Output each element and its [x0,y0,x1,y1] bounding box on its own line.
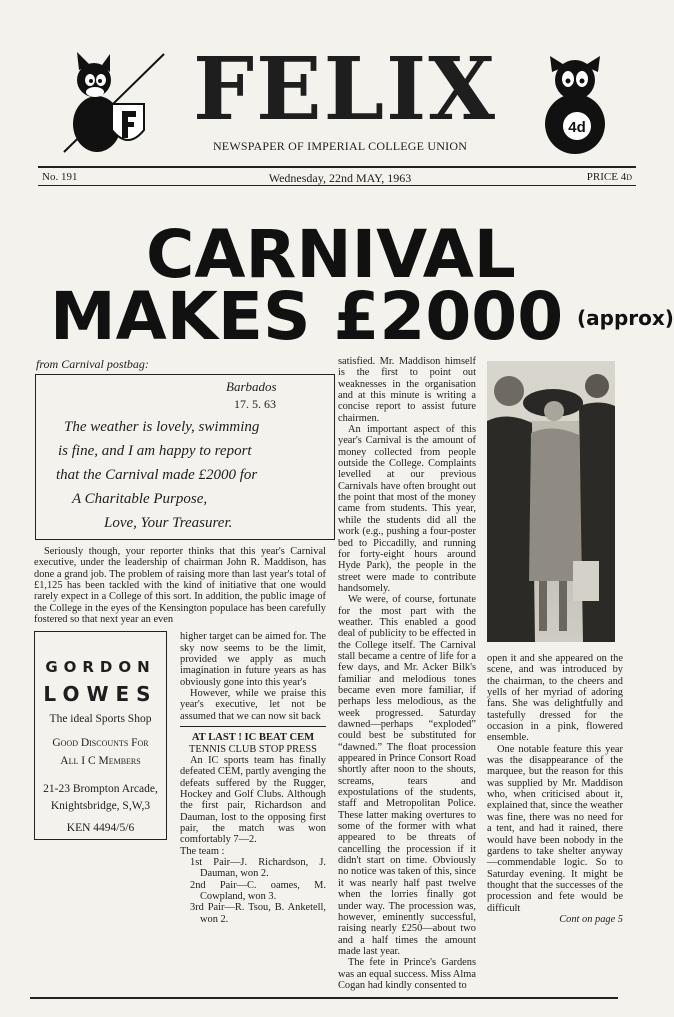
advert-name-line2: LOWES [43,682,158,707]
letter-place: Barbados [226,379,277,394]
letter-line: Love, Your Treasurer. [104,515,233,531]
left-lower-area [34,631,326,925]
issue-date: Wednesday, 22nd MAY, 1963 [268,171,412,185]
letter-line: A Charitable Purpose, [72,491,208,507]
article-paragraph: An important aspect of this year's Carnival is the amount of money collected from people outside the College. Complaints levelled at our previous Carnivals have often brought out the point that most of the money came from students. This year, while the students did all the work (e.g., pushing a four-poster bed to Piccadilly, and running for forty-eight hours around Hyde Park), the people in the street were made to contribute handsomely. [338,424,476,594]
stop-press-title: AT LAST ! IC BEAT CEM [191,732,315,744]
letter-line: that the Carnival made £2000 for [56,467,258,483]
article-column-c [338,356,476,991]
continued-link[interactable]: Cont on page 5 [559,913,623,925]
article-paragraph: satisfied. Mr. Maddison himself is the first to point out weaknesses in the organisation and at this minute is writing a concise report to assist future chairmen. [338,356,476,424]
advert-phone: KEN 4494/5/6 [66,822,135,835]
team-entry: 3rd Pair—R. Tsou, B. Anketell, won 2. [190,902,326,925]
photo-people-icon [487,361,615,642]
advert-offer: Good Discounts For [52,737,149,750]
article-column-b [180,631,326,925]
letter-date: 17. 5. 63 [234,397,276,411]
advert-offer: All I C Members [60,755,141,768]
page-bottom-rule [30,997,618,999]
stop-press-body: An IC sports team has finally defeated CEM, partly avenging the defeats suffered by the Rugger, Hockey and Golf Clubs. Although the first pair, Richardson and Dauman, lost to the opposing first pair, the match was won comfortably 7—2. [180,754,326,846]
article-column-d [487,653,623,925]
stop-press-subtitle: TENNIS CLUB STOP PRESS [189,743,317,755]
article-paragraph: Seriously though, your reporter thinks that this year's Carnival executive, under the leadership of chairman John R. Maddison, has done a grand job. The problem of raising more than last year's total of £1,125 has been tackled with the kind of initiative that one would rarely expect in a College of this sort. In addition, the public image of the College in the eyes of the Kensington populace has been carefully fostered so that next year an even [34,546,326,626]
price-badge: 4d [568,119,586,136]
masthead-title: FELIX [192,39,498,140]
advert-address: Knightsbridge, S,W,3 [50,800,151,813]
article-paragraph: The fete in Prince's Gardens was an equal success. Miss Alma Cogan had kindly consented to [338,957,476,991]
article-paragraph: We were, of course, fortunate for the most part with the weather. This enabled a good deal of publicity to be effected in the College itself. The Carnival stall became a centre of life for a few days, and Mr. Acker Bilk's familiar and melodious tones became even more familiar, if perhaps less melodious, as the week progressed. Saturday dawned—perhaps “exploded” could best be substituted for “dawned.” The float procession appeared in Prince Consort Road shortly after noon to the shouts, screams, tears and expostulations of the students, staff and Metropolitan Police. These latter making overtures to some of the former with what appeared to be threats of cancelling the procession if it didn't start on time. Obviously no notice was taken of this, since it was nearly half past twelve when the lorries finally got under way. The procession was, however, eminently successful, raising nearly £250—about two and a half times the amount made last year. [338,594,476,957]
masthead-subtitle: NEWSPAPER OF IMPERIAL COLLEGE UNION [212,139,468,153]
headline-line1: CARNIVAL [146,216,516,293]
issue-price: PRICE 4d [586,171,632,183]
postbag-letter [35,374,335,540]
team-label: The team : [180,845,225,857]
letter-line: is fine, and I am happy to report [58,443,252,459]
article-left-column [34,546,326,925]
article-paragraph: higher target can be aimed for. The sky now seems to be the limit, provided we apply as much imagination in future years as has obviously gone into this year's [180,631,326,688]
advert-name-line1: GORDON [45,658,156,677]
mascot-right [540,56,610,156]
advert-address: 21-23 Brompton Arcade, [43,783,158,796]
team-entry: 1st Pair—J. Richardson, J. Dauman, won 2. [190,856,326,880]
carnival-photo [487,361,615,642]
article-paragraph: One notable feature this year was the disappearance of the marquee, but the reason for this was supplied by Mr. Maddison who, when criticised about it, explained that, since the weather was fine, there was no need for a tent, and had it rained, there would have been nobody in the gardens to take shelter anyway—commendable logic. So to Saturday evening. It might be thought that the successes of the procession and fete would be difficult [487,743,623,914]
cat-mascot-icon [540,56,610,156]
gordon-lowes-advert [34,631,167,840]
stop-press-rule [180,726,326,727]
letter-line: The weather is lovely, swimming [64,419,260,435]
headline-line2: MAKES £2000 [50,278,564,355]
issue-number: No. 191 [42,171,78,183]
masthead-top-rule [38,166,636,168]
advert-tagline: The ideal Sports Shop [49,713,152,726]
stop-press [180,732,326,925]
team-entry: 2nd Pair—C. oames, M. Cowpland, won 3. [190,879,326,902]
article-paragraph: However, while we praise this year's executive, let not be assumed that we can now sit back [180,688,326,722]
postbag-label: from Carnival postbag: [36,357,149,371]
headline-aside: (approx) [577,306,674,330]
masthead-bottom-rule [38,185,636,186]
article-paragraph: open it and she appeared on the scene, and was introduced by the chairman, to the cheers and yells of her myriad of adoring fans. She was delightfully and tastefully dressed for the occasion in a pink, flowered ensemble. [487,653,623,744]
